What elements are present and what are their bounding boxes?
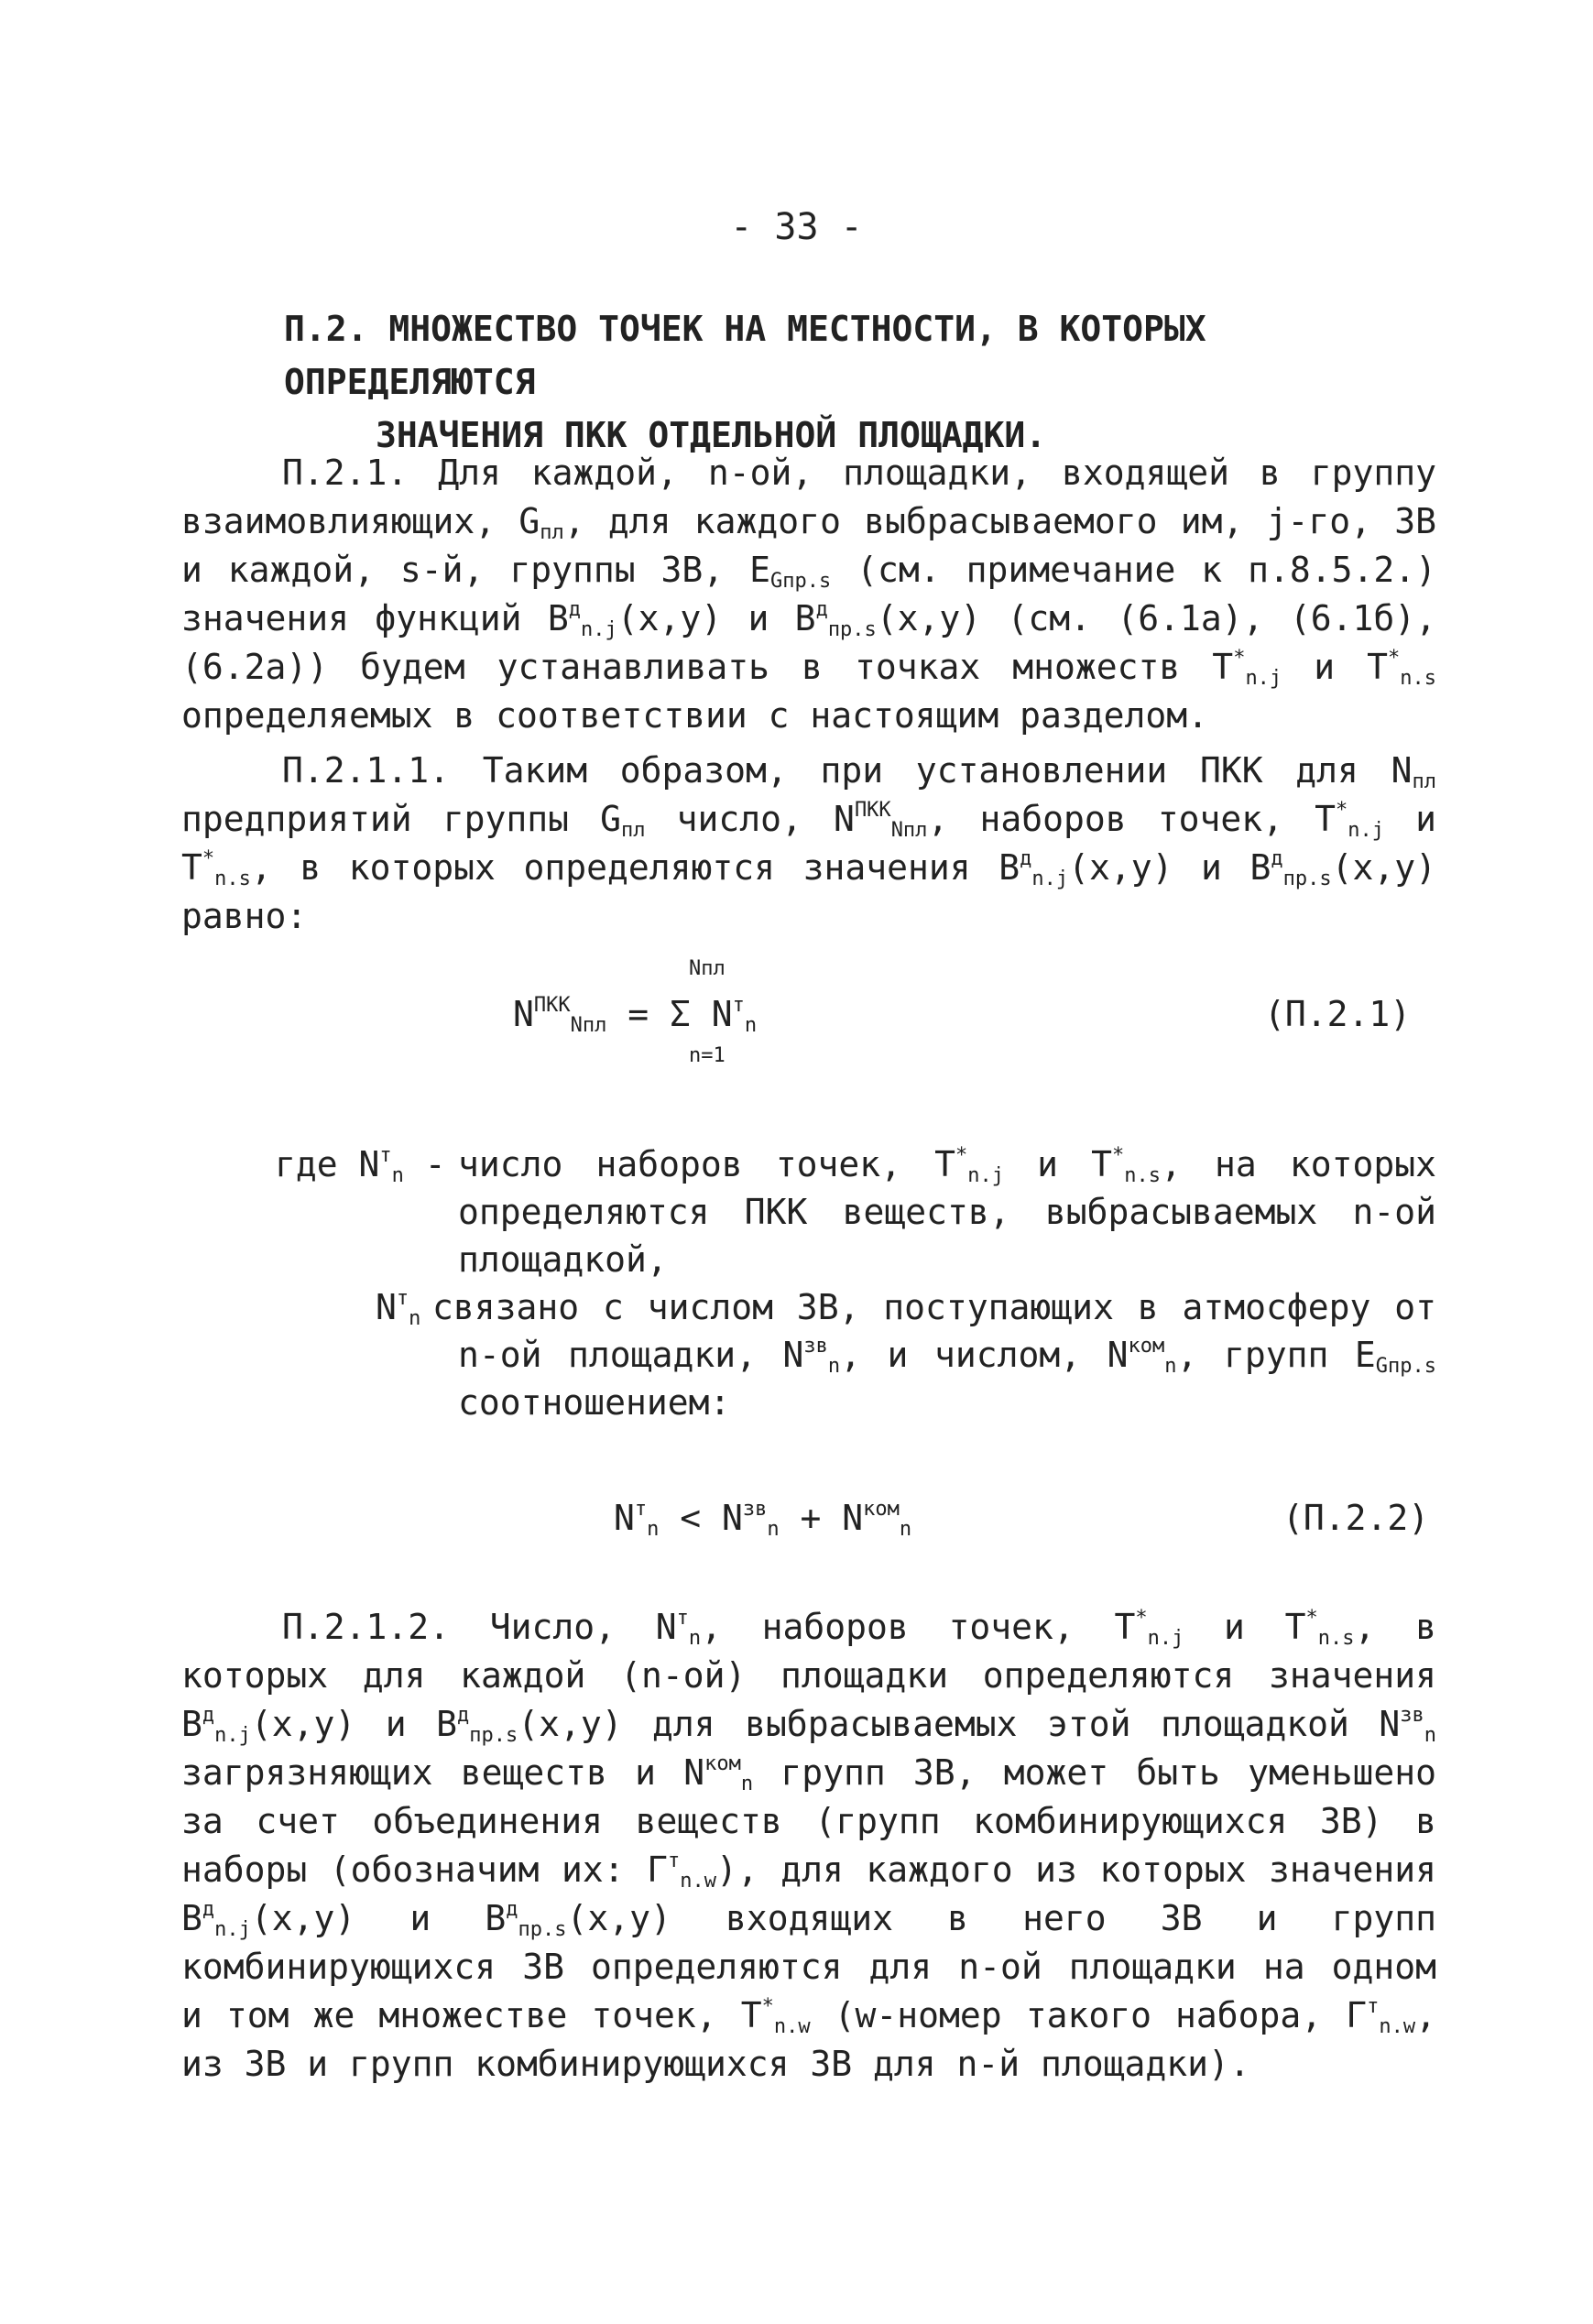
subscript: Gпр.s [769,570,832,593]
superscript: * [1305,1607,1318,1630]
subscript: Gпр.s [1375,1355,1436,1378]
text: , на которых определяются ПКК веществ, выбрасываемых n-ой площадкой, [458,1144,1436,1280]
subscript: n [1164,1355,1177,1378]
formula-p-2-1 [513,957,1429,1067]
superscript: д [506,1898,518,1921]
text: и T [1184,1607,1306,1647]
subscript: n.j [1245,667,1282,690]
text: предприятий группы G [181,799,622,839]
text: (x,y) и B [250,1898,507,1938]
subscript: пр.s [1282,867,1332,890]
subscript: пл [540,521,564,544]
subscript: n [827,1355,841,1378]
subscript: n [767,1518,780,1541]
paragraph-2-1-2 [181,1603,1436,2089]
subscript: n.j [1147,1627,1184,1650]
text: , для каждого выбрасываемого им, j-го, ЗВ и каждой, s-й, группы ЗВ, E [181,501,1436,590]
text: , из ЗВ и групп комбинирующихся ЗВ для n-й площадки). [181,1995,1436,2084]
text: - [403,1144,446,1184]
subscript: пр.s [469,1724,518,1747]
text: (x,y) для выбрасываемых этой площадкой N [518,1704,1401,1744]
superscript: д [1271,847,1283,870]
subscript: пл [1412,770,1436,793]
formula-body [513,994,758,1037]
text: и T [181,799,1436,888]
text: (x,y) и B [250,1704,457,1744]
subscript: n [409,1307,421,1330]
superscript: * [1335,799,1348,822]
superscript: д [202,1704,215,1727]
where-item-1 [275,1140,1436,1283]
text: (w-номер такого набора, Г [810,1995,1368,2035]
subscript: n [647,1518,660,1541]
text: (x,y) и B [616,598,816,638]
text: (x,y) входящих в него ЗВ и групп комбинирующихся ЗВ определяются для n-ой площадки на одном и том же множестве точек, T [181,1898,1436,2035]
superscript: д [456,1704,470,1727]
text: (x,y) (см. (6.1а), (6.1б), (6.2а)) будем устанавливать в точках множеств T [181,598,1437,687]
text: < N [659,1498,743,1538]
heading-line-1: П.2. МНОЖЕСТВО ТОЧЕК НА МЕСТНОСТИ, В КОТОРЫХ ОПРЕДЕЛЯЮТСЯ [284,309,1206,402]
subscript: n.j [1348,819,1384,842]
text: где N [275,1144,380,1184]
paragraph-2-1-1 [181,747,1436,941]
where-clause [275,1140,1436,1426]
subscript: n [740,1773,754,1795]
text: и T [1004,1144,1112,1184]
subscript: n [688,1627,702,1650]
superscript: * [1135,1607,1148,1630]
superscript: д [568,598,581,621]
subscript: n.j [214,1918,251,1941]
text: соотношением: [458,1382,731,1423]
text: (x,y) и B [1068,847,1271,888]
superscript: д [202,1898,215,1921]
formula-p-2-2 [614,1498,1438,1562]
text: , наборов точек, T [701,1607,1136,1647]
subscript: n.j [580,618,617,641]
superscript: т [634,1498,648,1521]
where-text [458,1140,1436,1283]
text: , в которых определяются значения B [250,847,1020,888]
superscript: д [1020,847,1032,870]
text: , в которых для каждой (n-ой) площадки определяются значения B [181,1607,1436,1744]
superscript: зв [1400,1704,1424,1727]
heading-line-2: ЗНАЧЕНИЯ ПКК ОТДЕЛЬНОЙ ПЛОЩАДКИ. [376,415,1047,455]
text: , групп E [1176,1335,1376,1375]
where-item-2 [275,1283,1436,1426]
subscript: пл [621,819,646,842]
text: число, N [645,799,855,839]
text: П.2.1.2. Число, N [282,1607,677,1647]
subscript: n.j [1031,867,1069,890]
subscript: n.s [1317,1627,1355,1650]
superscript: ком [704,1752,741,1775]
superscript: * [1388,647,1401,670]
subscript: Nпл [890,819,928,842]
superscript: т [668,1849,681,1872]
superscript: зв [742,1498,768,1521]
section-heading [284,302,1438,462]
where-label [275,1140,446,1188]
paragraph-2-1 [181,449,1436,740]
subscript: n [1424,1724,1436,1747]
text: , наборов точек, T [927,799,1336,839]
superscript: * [202,847,215,870]
subscript: n.s [1400,667,1437,690]
subscript: n.w [680,1870,717,1893]
where-label [376,1283,420,1331]
text: число наборов точек, T [458,1144,956,1184]
subscript: n [899,1518,912,1541]
superscript: ком [863,1498,900,1521]
superscript: зв [803,1335,828,1358]
superscript: * [761,1995,774,2018]
superscript: ПКК [854,799,891,822]
subscript: n.s [214,867,251,890]
superscript: т [676,1607,689,1630]
where-text [432,1283,1436,1426]
sigma-upper-limit: Nпл [689,957,726,980]
text: N [513,994,534,1034]
equation-number: (П.2.2) [1282,1498,1430,1538]
text: N [376,1287,397,1327]
superscript: ПКК [533,994,571,1017]
superscript: д [815,598,828,621]
subscript: n.s [1124,1164,1161,1187]
subscript: пр.s [518,1918,567,1941]
formula-body [614,1498,912,1541]
superscript: т [379,1144,392,1167]
superscript: т [396,1287,409,1310]
superscript: * [1233,647,1246,670]
text: групп ЗВ, может быть уменьшено за счет объединения веществ (групп комбинирующихся ЗВ) в наборы (обозначим их: Г [181,1752,1436,1890]
text: определяемых в соответствии с настоящим разделом. [181,695,1209,736]
text: загрязняющих веществ и N [181,1752,705,1793]
text: ), для каждого из которых значения B [181,1849,1436,1938]
text: N [614,1498,635,1538]
text: П.2.1.1. Таким образом, при установлении ПКК для N [282,750,1413,791]
superscript: * [955,1144,968,1167]
text: и T [1282,647,1389,687]
subscript: n.j [214,1724,251,1747]
superscript: ком [1128,1335,1165,1358]
superscript: * [1112,1144,1125,1167]
text: = Σ N [606,994,733,1034]
subscript: n.j [967,1164,1005,1187]
superscript: т [732,994,745,1017]
subscript: n.w [773,2015,811,2038]
text: , и числом, N [840,1335,1129,1375]
subscript: n.w [1379,2015,1416,2038]
page-number: - 33 - [730,206,863,248]
subscript: пр.s [827,618,877,641]
text: + N [779,1498,864,1538]
subscript: Nпл [570,1014,607,1037]
subscript: n [744,1014,758,1037]
equation-number: (П.2.1) [1264,994,1412,1034]
superscript: т [1367,1995,1380,2018]
subscript: n [391,1164,404,1187]
text: (x,y) равно: [181,847,1436,936]
text: (см. примечание к п.8.5.2.) значения функций B [181,550,1436,638]
sigma-lower-limit: n=1 [689,1044,726,1067]
text: связано с числом ЗВ, поступающих в атмосферу от n-ой площадки, N [432,1287,1436,1375]
text: П.2.1. Для каждой, n-ой, площадки, входящей в группу взаимовлияющих, G [181,453,1436,541]
